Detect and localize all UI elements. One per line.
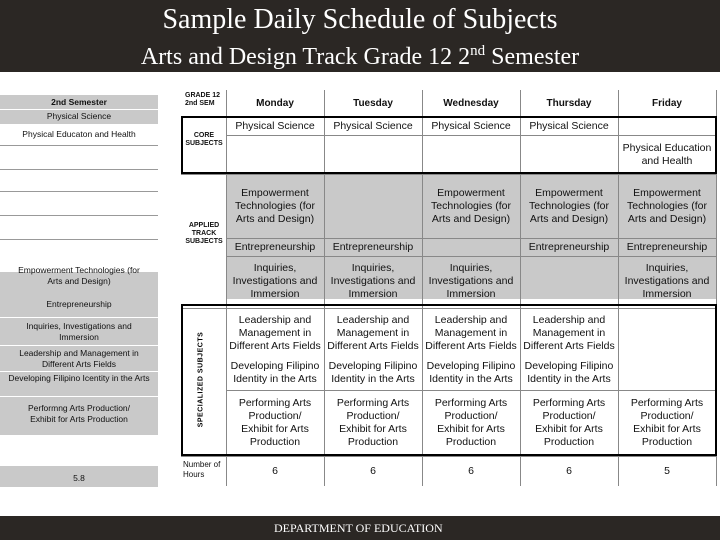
left-subject-list — [0, 95, 158, 487]
schedule-cell: Developing Filipino Identity in the Arts — [524, 360, 614, 385]
schedule-cell: Empowerment Technologies (for Arts and Design) — [235, 187, 315, 225]
hours-cell: 6 — [370, 464, 376, 477]
left-item: Inquiries, Investigations and Immersion — [26, 321, 132, 342]
left-item: Entrepreneurship — [46, 299, 112, 309]
schedule-cell: Inquiries, Investigations and Immersion — [232, 261, 318, 300]
day-header: Tuesday — [353, 97, 393, 109]
footer-bar — [0, 516, 720, 540]
schedule-cell: Developing Filipino Identity in the Arts — [230, 360, 320, 385]
day-header: Thursday — [546, 97, 592, 109]
subtitle-tail: Semester — [485, 44, 580, 70]
schedule-cell: Developing Filipino Identity in the Arts — [426, 360, 516, 385]
left-item: Leadership and Management in Different Arts Fields — [19, 348, 139, 369]
hours-cell: 6 — [566, 464, 572, 477]
day-header: Wednesday — [443, 97, 499, 109]
schedule-cell: Empowerment Technologies (for Arts and Design) — [627, 187, 707, 225]
footer-text: DEPARTMENT OF EDUCATION — [274, 521, 443, 535]
schedule-cell: Physical Science — [333, 119, 413, 132]
left-item: Developing Filipino Icentity in the Arts — [8, 373, 150, 383]
schedule-cell: Leadership and Management in Different Arts Fields — [229, 313, 321, 352]
schedule-cell: Performing Arts Production/ Exhibit for Arts Production — [336, 397, 410, 448]
category-core: CORE SUBJECTS — [185, 132, 223, 147]
schedule-cell: Entrepreneurship — [332, 241, 414, 253]
left-item: Physical Science — [46, 111, 112, 121]
category-specialized: SPECIALIZED SUBJECTS — [197, 331, 205, 428]
subtitle-sup: nd — [470, 43, 486, 59]
schedule-cell: Entrepreneurship — [626, 241, 708, 253]
hours-cell: 6 — [272, 464, 278, 477]
schedule-cell: Leadership and Management in Different Arts Fields — [425, 313, 517, 352]
schedule-cell: Leadership and Management in Different Arts Fields — [523, 313, 615, 352]
schedule-cell: Developing Filipino Identity in the Arts — [328, 360, 418, 385]
schedule-cell: Physical Education and Health — [622, 142, 712, 167]
schedule-cell: Empowerment Technologies (for Arts and Design) — [529, 187, 609, 225]
schedule-cell: Performing Arts Production/ Exhibit for Arts Production — [238, 397, 312, 448]
left-item: Empowerment Technologies (for Arts and Design) — [18, 265, 140, 286]
schedule-cell: Empowerment Technologies (for Arts and Design) — [431, 187, 511, 225]
schedule-cell: Inquiries, Investigations and Immersion — [624, 261, 710, 300]
schedule-cell: Physical Science — [431, 119, 511, 132]
hours-cell: 5 — [664, 464, 670, 477]
category-hours: Number of Hours — [183, 460, 221, 479]
schedule-table — [181, 90, 717, 486]
corner-label: GRADE 12 2nd SEM — [185, 92, 221, 107]
schedule-cell: Inquiries, Investigations and Immersion — [330, 261, 416, 300]
schedule-cell: Entrepreneurship — [234, 241, 316, 253]
left-item: Performng Arts Production/ Exhibit for Arts Production — [27, 403, 131, 424]
schedule-cell: Inquiries, Investigations and Immersion — [428, 261, 514, 300]
schedule-cell: Physical Science — [529, 119, 609, 132]
day-header: Friday — [651, 97, 682, 109]
schedule-cell: Physical Science — [235, 119, 315, 132]
slide-title: Sample Daily Schedule of Subjects — [162, 4, 558, 35]
day-header: Monday — [256, 97, 294, 109]
schedule-cell: Entrepreneurship — [528, 241, 610, 253]
left-total: 5.8 — [73, 473, 85, 483]
title-bar — [0, 0, 720, 72]
schedule-cell: Performing Arts Production/ Exhibit for Arts Production — [434, 397, 508, 448]
left-panel-header: 2nd Semester — [51, 97, 107, 107]
left-item: Physical Educaton and Health — [22, 129, 136, 139]
schedule-cell: Leadership and Management in Different Arts Fields — [327, 313, 419, 352]
hours-cell: 6 — [468, 464, 474, 477]
category-applied: APPLIED TRACK SUBJECTS — [185, 222, 223, 245]
schedule-cell: Performing Arts Production/ Exhibit for Arts Production — [532, 397, 606, 448]
slide-subtitle — [0, 36, 720, 72]
subtitle-main: Arts and Design Track Grade 12 2 — [140, 44, 471, 70]
schedule-cell: Performing Arts Production/ Exhibit for Arts Production — [630, 397, 704, 448]
